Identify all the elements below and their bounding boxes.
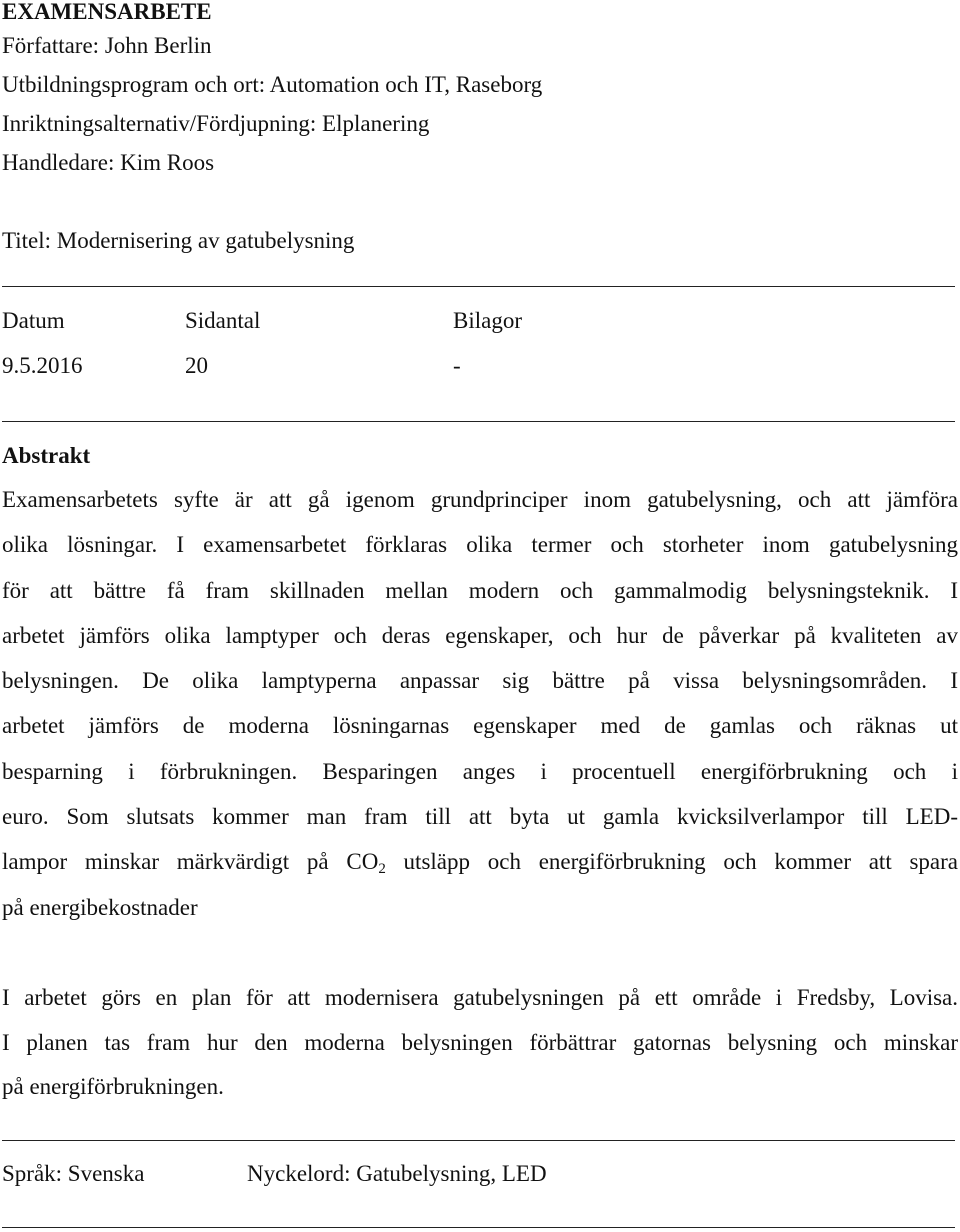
abstract-line: olika lösningar. I examensarbetet förklaras olika termer och storheter inom gatubelysning [2,532,958,558]
attachments-value: - [453,353,461,378]
abstract-line: belysningen. De olika lamptyperna anpassar sig bättre på vissa belysningsområden. I [2,668,958,694]
specialization-line: Inriktningsalternativ/Fördjupning: Elplanering [2,111,430,136]
co2-line-end: utsläpp och energiförbrukning och kommer att spara [385,849,958,875]
abstract-last-line: på energibekostnader [2,894,198,920]
plan-line: I planen tas fram hur den moderna belysningen förbättrar gatornas belysning och minskar [2,1029,958,1055]
supervisor-line: Handledare: Kim Roos [2,150,215,175]
divider-lower [2,1140,955,1141]
divider-top [2,286,955,287]
abstract-line-co2 [2,839,958,884]
co2-line-start: lampor minskar märkvärdigt på CO [2,849,379,875]
program-line: Utbildningsprogram och ort: Automation och IT, Raseborg [2,72,543,97]
co2-subscript: 2 [378,861,386,878]
abstract-line: euro. Som slutsats kommer man fram till att byta ut gamla kvicksilverlampor till LED- [2,804,958,830]
abstract-line: arbetet jämförs olika lamptyper och deras egenskaper, och hur de påverkar på kvaliteten av [2,622,958,648]
abstract-line: för att bättre få fram skillnaden mellan modern och gammalmodig belysningsteknik. I [2,577,958,603]
abstract-line: arbetet jämförs de moderna lösningarnas egenskaper med de gamlas och räknas ut [2,713,958,739]
pages-label: Sidantal [185,308,261,333]
author-line: Författare: John Berlin [2,33,212,58]
abstract-heading: Abstrakt [2,443,91,468]
plan-line: I arbetet görs en plan för att modernisera gatubelysningen på ett område i Fredsby, Lovisa. [2,985,958,1010]
date-label: Datum [2,308,65,333]
plan-paragraph [2,976,958,1110]
thesis-title-line: Titel: Modernisering av gatubelysning [2,228,355,253]
document-type-heading: EXAMENSARBETE [2,0,212,24]
divider-middle [2,421,955,422]
language-line: Språk: Svenska [2,1161,145,1186]
attachments-label: Bilagor [453,308,522,333]
abstract-line: Examensarbetets syfte är att gå igenom grundprinciper inom gatubelysning, och att jämföra [2,487,958,512]
plan-last-line: på energiförbrukningen. [2,1074,224,1099]
abstract-line: besparning i förbrukningen. Besparingen anges i procentuell energiförbrukning och i [2,758,958,784]
keywords-line: Nyckelord: Gatubelysning, LED [247,1161,547,1186]
divider-bottom [2,1227,955,1228]
abstract-paragraph [2,477,958,930]
pages-value: 20 [185,353,208,378]
date-value: 9.5.2016 [2,353,83,378]
